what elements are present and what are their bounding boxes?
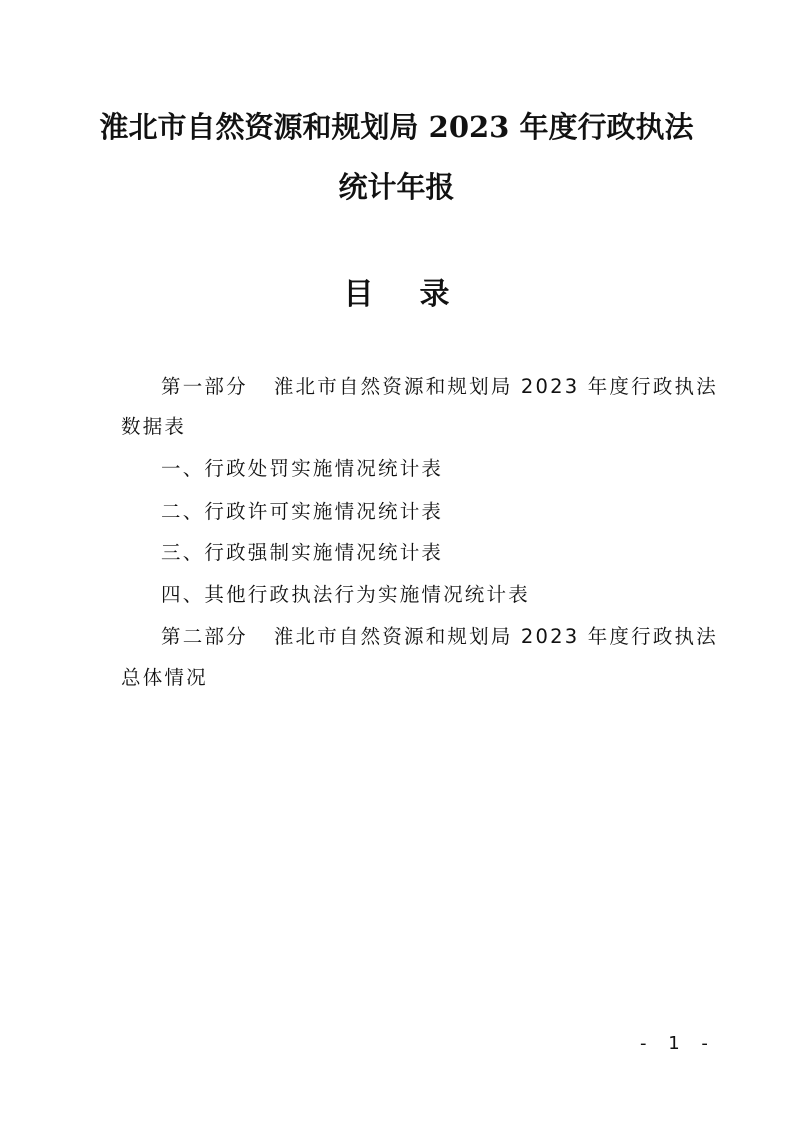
toc-item-2: 二、行政许可实施情况统计表	[161, 500, 444, 523]
toc-item-1: 一、行政处罚实施情况统计表	[161, 457, 444, 480]
toc-part2-label: 第二部分	[161, 625, 248, 648]
toc-heading	[0, 275, 793, 315]
toc-item-3: 三、行政强制实施情况统计表	[161, 541, 444, 564]
toc-heading-left-char: 目	[343, 277, 374, 312]
toc-part2-title: 淮北市自然资源和规划局 2023 年度行政执法	[273, 625, 718, 648]
document-title-line-2: 统计年报	[338, 170, 455, 204]
toc-part1-title: 淮北市自然资源和规划局 2023 年度行政执法	[273, 375, 718, 398]
document-title-line-1: 淮北市自然资源和规划局 2023 年度行政执法	[99, 110, 694, 144]
toc-part1-title-continued: 数据表	[121, 415, 187, 438]
toc-part2-title-continued: 总体情况	[121, 666, 208, 689]
page-number: - 1 -	[640, 1033, 716, 1054]
toc-part2-line	[161, 623, 718, 651]
toc-part1-label: 第一部分	[161, 375, 248, 398]
toc-heading-right-char: 录	[419, 277, 450, 312]
toc-item-4: 四、其他行政执法行为实施情况统计表	[161, 583, 530, 606]
toc-part1-line	[161, 373, 718, 401]
